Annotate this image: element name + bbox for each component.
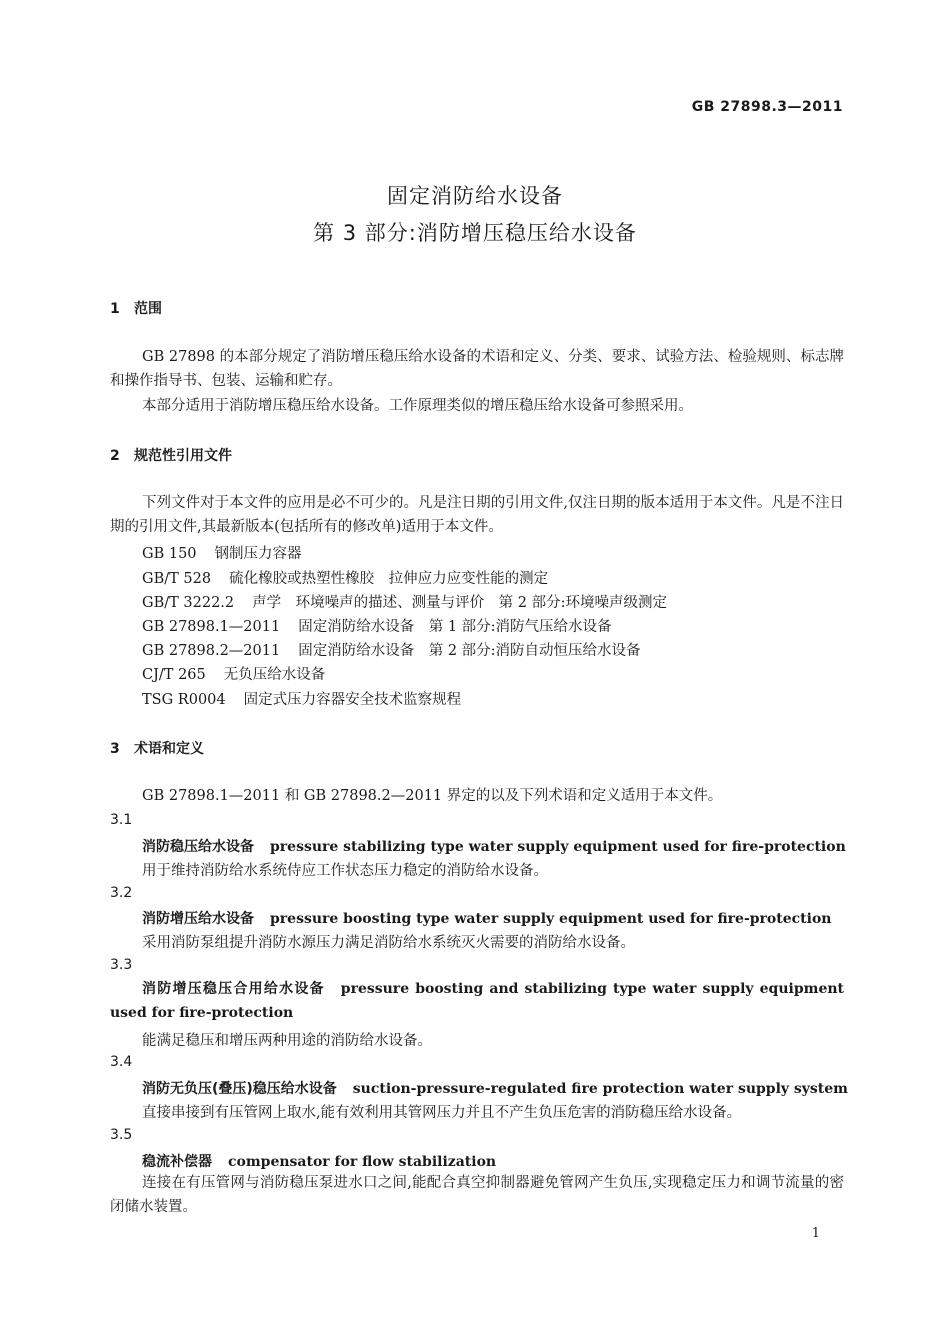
term-chinese: 消防增压稳压合用给水设备: [142, 981, 325, 997]
term-heading: [142, 1151, 496, 1171]
clause-number: 3.3: [110, 957, 133, 973]
term-english: suction-pressure-regulated fire protection water supply system: [352, 1081, 848, 1097]
reference-item: [142, 567, 548, 588]
term-heading: [142, 1078, 848, 1098]
term-definition: 连接在有压管网与消防稳压泵进水口之间,能配合真空抑制器避免管网产生负压,实现稳定压力和调节流量的密闭储水装置。: [110, 1175, 844, 1215]
term-chinese: 消防稳压给水设备: [142, 839, 254, 855]
section-number: 3: [110, 741, 120, 757]
reference-item: [142, 663, 325, 684]
section-1-paragraph-1: GB 27898 的本部分规定了消防增压稳压给水设备的术语和定义、分类、要求、试验方法、检验规则、标志牌和操作指导书、包装、运输和贮存。: [110, 349, 844, 389]
reference-title: 固定式压力容器安全技术监察规程: [243, 692, 462, 708]
clause-number: 3.2: [110, 885, 133, 901]
reference-code: TSG R0004: [142, 692, 226, 708]
section-2-intro: 下列文件对于本文件的应用是必不可少的。凡是注日期的引用文件,仅注日期的版本适用于本文件。凡是不注日期的引用文件,其最新版本(包括所有的修改单)适用于本文件。: [110, 495, 844, 535]
section-2-heading: [110, 445, 232, 465]
reference-title: 声学 环境噪声的描述、测量与评价 第 2 部分:环境噪声级测定: [252, 595, 667, 611]
term-english: pressure stabilizing type water supply equipment used for fire-protection: [270, 839, 846, 855]
document-title: 固定消防给水设备: [387, 184, 563, 208]
reference-title: 固定消防给水设备 第 2 部分:消防自动恒压给水设备: [298, 643, 641, 659]
document-subtitle: 第 3 部分:消防增压稳压给水设备: [313, 221, 637, 245]
section-3-heading: [110, 738, 204, 758]
term-chinese: 消防增压给水设备: [142, 911, 254, 927]
term-chinese: 稳流补偿器: [142, 1154, 212, 1170]
term-heading: [142, 836, 846, 856]
section-number: 2: [110, 448, 120, 464]
reference-item: [142, 639, 641, 660]
section-title: 术语和定义: [134, 741, 204, 757]
reference-code: GB 27898.2—2011: [142, 643, 281, 659]
reference-item: [142, 591, 667, 612]
section-number: 1: [110, 301, 120, 317]
section-title: 范围: [134, 301, 162, 317]
reference-title: 硫化橡胶或热塑性橡胶 拉伸应力应变性能的测定: [229, 571, 549, 587]
clause-number: 3.4: [110, 1054, 133, 1070]
reference-code: GB 150: [142, 546, 197, 562]
term-definition: 用于维持消防给水系统侍应工作状态压力稳定的消防给水设备。: [142, 863, 548, 879]
reference-code: GB/T 3222.2: [142, 595, 235, 611]
term-definition: 采用消防泵组提升消防水源压力满足消防给水系统灭火需要的消防给水设备。: [142, 935, 635, 951]
reference-title: 无负压给水设备: [223, 667, 326, 683]
section-1-heading: [110, 298, 162, 318]
reference-code: GB/T 528: [142, 571, 212, 587]
reference-item: [142, 542, 302, 563]
term-chinese: 消防无负压(叠压)稳压给水设备: [142, 1081, 337, 1097]
term-english: compensator for flow stabilization: [228, 1154, 497, 1170]
reference-title: 钢制压力容器: [214, 546, 302, 562]
reference-item: [142, 688, 461, 709]
page-number: 1: [811, 1226, 820, 1241]
term-definition: 能满足稳压和增压两种用途的消防给水设备。: [142, 1033, 432, 1049]
section-3-intro: GB 27898.1—2011 和 GB 27898.2—2011 界定的以及下列术语和定义适用于本文件。: [142, 788, 723, 804]
reference-item: [142, 615, 612, 636]
section-1-paragraph-2: 本部分适用于消防增压稳压给水设备。工作原理类似的增压稳压给水设备可参照采用。: [142, 398, 693, 414]
document-code: GB 27898.3—2011: [691, 99, 843, 115]
term-heading: [110, 977, 844, 1025]
clause-number: 3.5: [110, 1127, 133, 1143]
reference-title: 固定消防给水设备 第 1 部分:消防气压给水设备: [298, 619, 612, 635]
term-english: pressure boosting type water supply equipment used for fire-protection: [270, 911, 832, 927]
term-definition: 直接串接到有压管网上取水,能有效利用其管网压力并且不产生负压危害的消防稳压给水设备。: [142, 1105, 742, 1121]
term-english: pressure boosting and stabilizing type water supply equipment used for fire-protection: [110, 981, 844, 1021]
term-heading: [142, 908, 831, 928]
clause-number: 3.1: [110, 812, 133, 828]
reference-code: CJ/T 265: [142, 667, 206, 683]
section-title: 规范性引用文件: [134, 448, 232, 464]
reference-code: GB 27898.1—2011: [142, 619, 281, 635]
